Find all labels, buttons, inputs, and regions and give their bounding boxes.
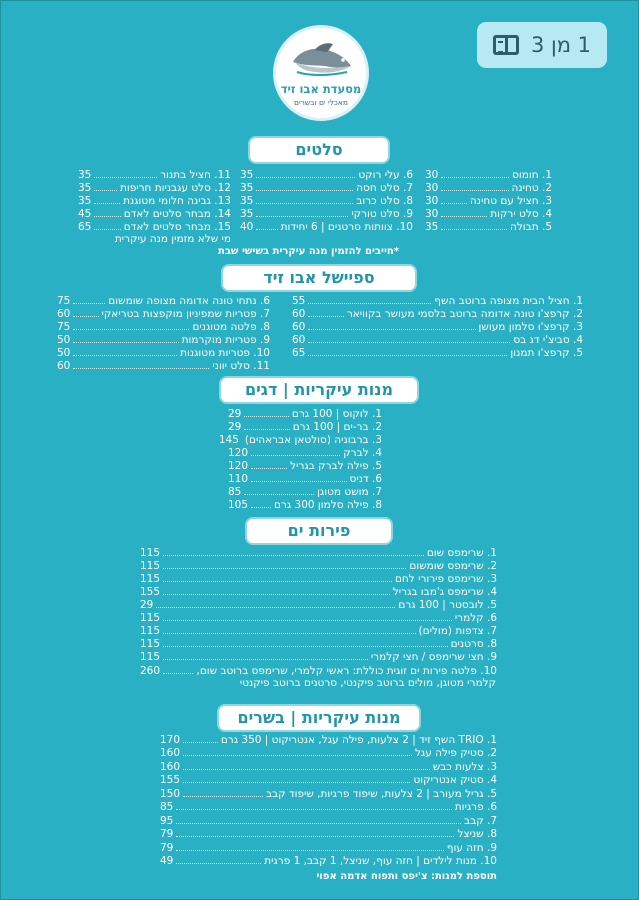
menu-item: 7. מושט מטוגן 85 [228, 486, 382, 498]
menu-item: 5. קרפצ'ו תמנון 65 [292, 347, 583, 359]
section-title-meat: מנות עיקריות | בשרים [217, 704, 421, 732]
menu-item: 9. פטריות מוקרמות 50 [57, 334, 270, 346]
menu-item: 6. פרגיות 85 [160, 801, 497, 813]
menu-item: 6. עלי רוקט 35 [240, 169, 413, 181]
menu-item: 10. פטריות מטוגנות 50 [57, 347, 270, 359]
menu-item: 6. קלמרי 115 [140, 612, 497, 624]
menu-item-description: קלמרי מטוגן, מולים ברוטב פיקנטי, סרטנים ברוטב פיקנטי [239, 677, 496, 689]
page-indicator-label: 1 מן 3 [530, 33, 592, 57]
menu-item: 7. פטריות שמפיניון מוקפצות בטריאקי 60 [57, 308, 270, 320]
menu-item: 1. TRIO השף זיד | 2 צלעות, פילה עגל, אנטריקוט | 350 גרם 170 [160, 734, 497, 746]
menu-item: 8. סרטנים 115 [140, 638, 497, 650]
menu-item: 1. לוקוס | 100 גרם 29 [228, 408, 382, 420]
menu-item: 5. תבולה 35 [425, 221, 552, 233]
menu-item: 4. שרימפס ג'מבו בגריל 155 [140, 586, 497, 598]
menu-item: 3. חציל עם טחינה 30 [425, 195, 552, 207]
menu-item: 5. לובסטר | 100 גרם 29 [140, 599, 497, 611]
menu-item: 1. שרימפס שום 115 [140, 547, 497, 559]
menu-item: 4. לברק 120 [228, 447, 382, 459]
section-title-seafood: פירות ים [245, 517, 393, 545]
book-icon [493, 35, 519, 55]
menu-item: 13. גבינה חלומי מטוגנת 35 [78, 195, 231, 207]
menu-item: 12. סלט עגבניות חריפות 35 [78, 182, 231, 194]
menu-item: 14. מבחר סלטים לאדם 45 [78, 208, 231, 220]
restaurant-tagline: מאכלי ים ובשרים [293, 98, 349, 107]
menu-item: 3. קרפצ'ו סלמון מעושן 60 [292, 321, 583, 333]
menu-item: 6. דניס 110 [228, 473, 382, 485]
menu-item: 1. חומוס 30 [425, 169, 552, 181]
menu-item: 8. פלטה מטוגנים 75 [57, 321, 270, 333]
menu-item: 4. סטיק אנטריקוט 155 [160, 774, 497, 786]
page-indicator[interactable] [477, 22, 607, 68]
fish-icon [289, 38, 355, 80]
menu-item: 1. חציל הבית מצופה ברוטב השף 55 [292, 295, 583, 307]
menu-item: 7. צדפות (מולים) 115 [140, 625, 497, 637]
menu-item: 4. סביצ'י דג בס 60 [292, 334, 583, 346]
menu-item: 5. פילה לברק בגריל 120 [228, 460, 382, 472]
menu-item: 11. חציל בתנור 35 [78, 169, 231, 181]
menu-item-note: מי שלא מזמין מנה עיקרית [114, 233, 231, 245]
menu-item: 3. ברבוניה (סולטאן אבראהים) 145 [218, 434, 382, 446]
section-title-special: ספיישל אבו זיד [221, 264, 417, 292]
menu-item: 11. סלט יווני 60 [57, 360, 270, 372]
menu-item: 4. סלט ירקות 30 [425, 208, 552, 220]
section-title-salads: סלטים [248, 136, 390, 164]
restaurant-name: מסעדת אבו זיד [280, 82, 362, 96]
menu-item: 8. שניצל 79 [160, 828, 497, 840]
menu-item: 7. סלט חסה 35 [240, 182, 413, 194]
menu-item: 2. טחינה 30 [425, 182, 552, 194]
menu-item: 3. שרימפס פירורי לחם 115 [140, 573, 497, 585]
meat-note: תוספת למנות: צ'יפס ותפוח אדמה אפוי [316, 871, 497, 882]
menu-item: 9. סלט טורקי 35 [240, 208, 413, 220]
menu-item: 3. צלעות כבש 160 [160, 761, 497, 773]
menu-item: 2. סטיק פילה עגל 160 [160, 747, 497, 759]
section-title-fish: מנות עיקריות | דגים [219, 376, 419, 404]
menu-item: 10. מנות לילדים | חזה עוף, שניצל, 1 קבב, 1 פרגית 49 [160, 855, 497, 867]
menu-item: 8. סלט כרוב 35 [240, 195, 413, 207]
menu-item: 10. פלטה פירות ים זוגית כוללת: ראשי קלמרי, שרימפס ברוטב שום, 260 [140, 665, 497, 677]
menu-item: 6. נתחי טונה אדומה מצופה שומשום 75 [57, 295, 270, 307]
menu-item: 5. גריל מעורב | 2 צלעות, שיפוד פרגיות, שיפוד קבב 150 [160, 788, 497, 800]
menu-item: 10. צוותות סרטנים | 6 יחידות 40 [240, 221, 413, 233]
restaurant-logo [273, 25, 369, 121]
menu-item: 2. קרפצ'ו טונה אדומה ברוטב בלסמי מעושר בקוויאר 60 [292, 308, 583, 320]
menu-item: 7. קבב 95 [160, 815, 497, 827]
menu-item: 9. חזה עוף 79 [160, 842, 497, 854]
menu-item: 2. בר-ים | 100 גרם 29 [228, 421, 382, 433]
salads-note: *חייבים להזמין מנה עיקרית בשישי שבת [217, 246, 399, 257]
menu-item: 15. מבחר סלטים לאדם 65 [78, 221, 231, 233]
menu-item: 8. פילה סלמון 300 גרם 105 [228, 499, 382, 511]
menu-item: 9. חצי שרימפס / חצי קלמרי 115 [140, 651, 497, 663]
menu-item: 2. שרימפס שומשום 115 [140, 560, 497, 572]
